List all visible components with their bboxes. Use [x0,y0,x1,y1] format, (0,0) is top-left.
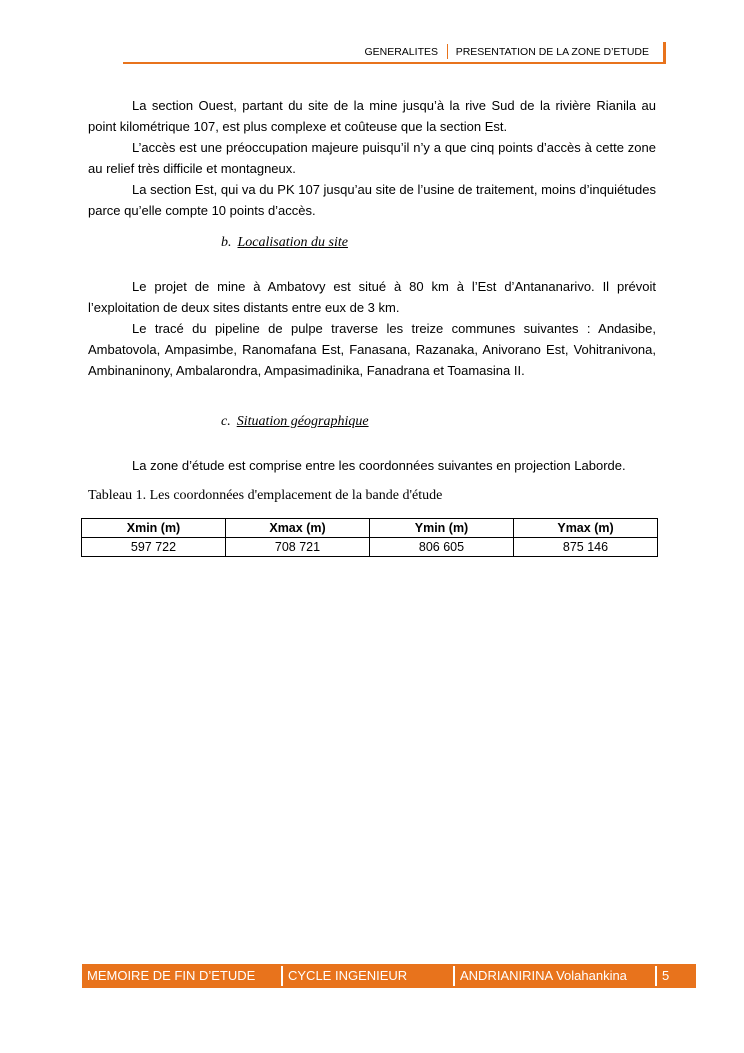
header-separator [447,44,448,59]
paragraph-pipeline: Le tracé du pipeline de pulpe traverse les treize communes suivantes : Andasibe, Ambatovola, Ampasimbe, Ranomafana Est, Fanasana, Razanaka, Anivorano Est, Vohitranivona, Ambinaninony, Ambalarondra, Ampasimadinika, Fanadrana et Toamasina II. [88,321,656,378]
coordinates-table [81,518,658,557]
table-header-row [82,519,658,538]
header-ymin: Ymin (m) [370,519,514,538]
subheading-letter: b. [221,235,232,250]
header-section: PRESENTATION DE LA ZONE D’ETUDE [455,46,649,58]
footer-author: ANDRIANIRINA Volahankina [455,966,657,986]
subheading-localisation [221,235,348,251]
header-xmin: Xmin (m) [82,519,226,538]
cell-ymax: 875 146 [514,538,658,557]
header-right-rule [663,42,666,62]
paragraph-section-est: La section Est, qui va du PK 107 jusqu’au site de l’usine de traitement, moins d’inquiétudes parce qu’elle compte 10 points d’accès. [88,182,656,218]
subheading-letter: c. [221,414,231,429]
text-block-sections [88,95,656,221]
subheading-title: Localisation du site [237,235,348,250]
cell-xmax: 708 721 [226,538,370,557]
page-footer [82,964,696,988]
header-chapter: GENERALITES [364,46,438,58]
footer-page-number: 5 [662,968,670,983]
cell-ymin: 806 605 [370,538,514,557]
subheading-situation [221,414,369,430]
footer-memoire: MEMOIRE DE FIN D’ETUDE [82,966,283,986]
subheading-title: Situation géographique [236,414,369,429]
paragraph-projet-mine: Le projet de mine à Ambatovy est situé à 80 km à l’Est d’Antananarivo. Il prévoit l’exploitation de deux sites distants entre eux de 3 km. [88,279,656,315]
text-block-localisation [88,276,656,381]
paragraph-acces: L’accès est une préoccupation majeure puisqu’il n’y a que cinq points d’accès à cette zone au relief très difficile et montagneux. [88,140,656,176]
paragraph-zone-etude: La zone d’étude est comprise entre les coordonnées suivantes en projection Laborde. [132,458,626,473]
footer-cycle: CYCLE INGENIEUR [283,966,455,986]
paragraph-section-ouest: La section Ouest, partant du site de la mine jusqu’à la rive Sud de la rivière Rianila au point kilométrique 107, est plus complexe et coûteuse que la section Est. [88,98,656,134]
text-block-situation [88,455,656,476]
cell-xmin: 597 722 [82,538,226,557]
table-row [82,538,658,557]
header-ymax: Ymax (m) [514,519,658,538]
header-xmax: Xmax (m) [226,519,370,538]
table-caption: Tableau 1. Les coordonnées d'emplacement de la bande d'étude [88,488,443,503]
page-header [123,42,666,64]
